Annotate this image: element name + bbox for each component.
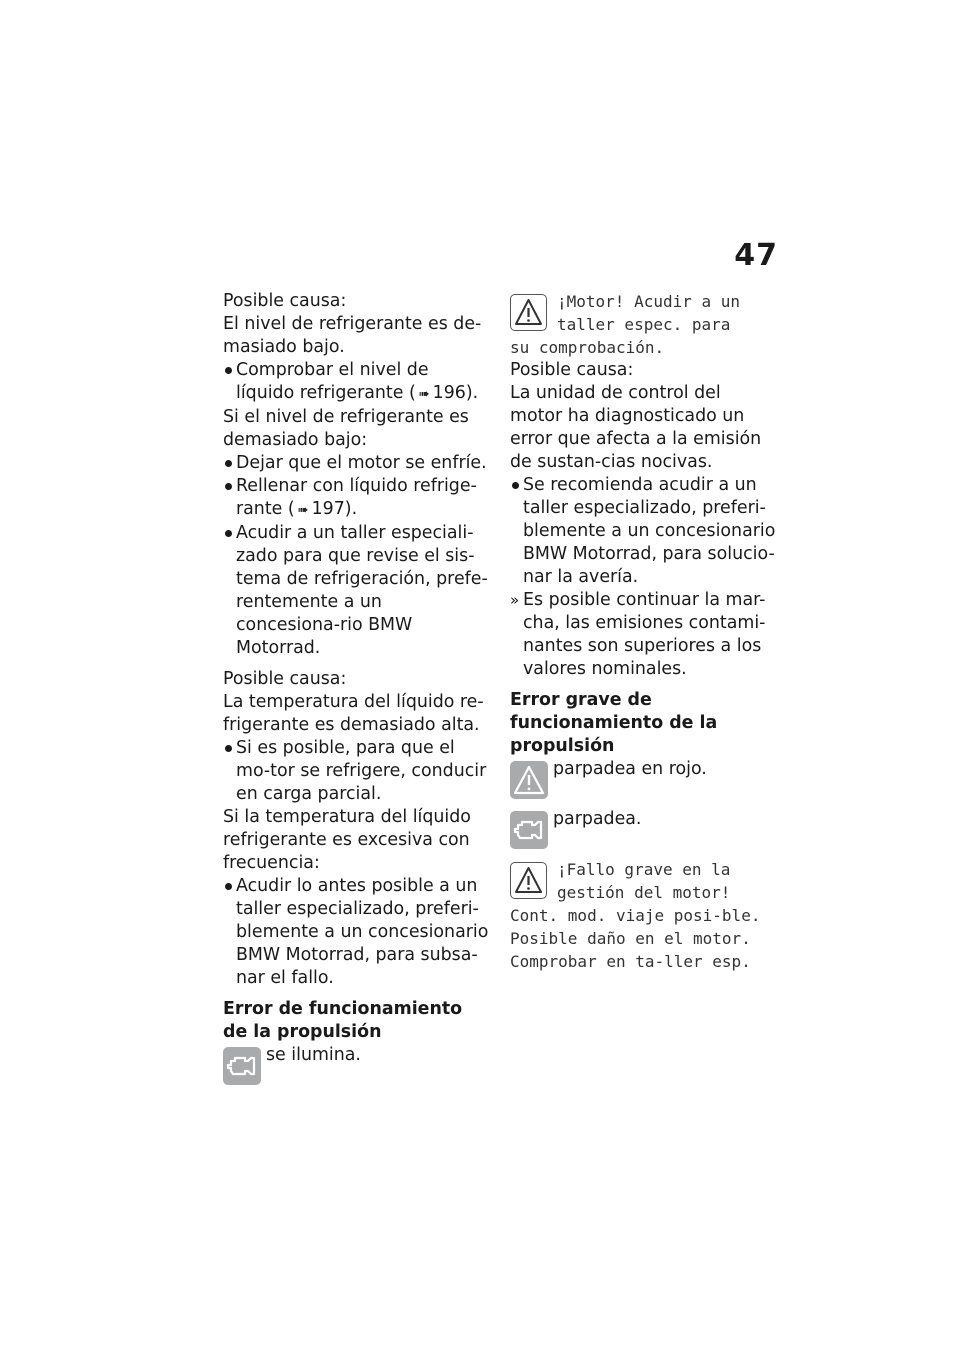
result-text: Es posible continuar la mar-cha, las emisiones contami-nantes son superiores a los valores nominales. [523,590,766,679]
left-column [223,290,489,1086]
right-column [510,290,776,973]
warning-triangle-icon [510,294,547,331]
cause-label: Posible causa: [223,291,347,311]
list-item [223,359,489,406]
indicator-row [510,758,776,800]
cause-text: El nivel de refrigerante es de-masiado bajo. [223,314,482,357]
engine-warning-icon [510,811,548,849]
bullet-text-end: ). [465,383,479,403]
indicator-text: parpadea. [553,809,642,829]
display-text-line: ¡Fallo grave en la [557,860,731,879]
indicator-row [510,808,776,850]
result-item [510,589,776,681]
arrow-reference-icon: ➠ [418,387,430,402]
indicator-text: parpadea en rojo. [553,759,707,779]
page-reference[interactable]: 197 [311,499,345,519]
list-item: Si es posible, para que el mo-tor se refrigere, conducir en carga parcial. [223,737,489,806]
warning-triangle-icon [510,761,548,799]
display-text-line: Cont. mod. viaje posi-ble. Posible daño en el motor. Comprobar en ta-ller esp. [510,906,761,971]
bullet-text: Rellenar con líquido refrige-rante ( [236,476,477,519]
engine-warning-icon [223,1047,261,1085]
bullet-text: Comprobar el nivel de líquido refrigerante ( [236,360,429,403]
display-text-line: gestión del motor! [557,883,731,902]
condition-text: Si la temperatura del líquido refrigerante es excesiva con frecuencia: [223,807,471,873]
display-text-line: taller espec. para [557,315,731,334]
condition-text: Si el nivel de refrigerante es demasiado bajo: [223,407,469,450]
list-item: Acudir a un taller especiali-zado para que revise el sis-tema de refrigeración, prefe-rentemente a un concesiona-rio BMW Motorrad. [223,522,489,660]
page-reference[interactable]: 196 [432,383,466,403]
display-text-line: su comprobación. [510,338,665,357]
display-message [510,858,776,973]
arrow-reference-icon: ➠ [297,503,309,518]
list-item: Se recomienda acudir a un taller especializado, preferi-blemente a un concesionario BMW Motorrad, para solucio-nar la avería. [510,474,776,589]
cause-text: La unidad de control del motor ha diagnosticado un error que afecta a la emisión de sustan-cias nocivas. [510,383,762,472]
indicator-text: se ilumina. [266,1045,361,1065]
section-heading: Error de funcionamiento de la propulsión [223,999,463,1042]
cause-text: La temperatura del líquido re-frigerante es demasiado alta. [223,692,484,735]
bullet-text-end: ). [344,499,358,519]
list-item: Acudir lo antes posible a un taller especializado, preferi-blemente a un concesionario BMW Motorrad, para subsa-nar el fallo. [223,875,489,990]
result-marker: » [510,591,520,609]
indicator-row [223,1044,489,1086]
page-number: 47 [734,238,778,273]
list-item [223,475,489,522]
display-text-line: ¡Motor! Acudir a un [557,292,741,311]
list-item: Dejar que el motor se enfríe. [223,452,489,475]
cause-label: Posible causa: [510,360,634,380]
cause-label: Posible causa: [223,669,347,689]
section-heading: Error grave de funcionamiento de la propulsión [510,690,718,756]
warning-triangle-icon [510,862,547,899]
display-message [510,290,776,359]
